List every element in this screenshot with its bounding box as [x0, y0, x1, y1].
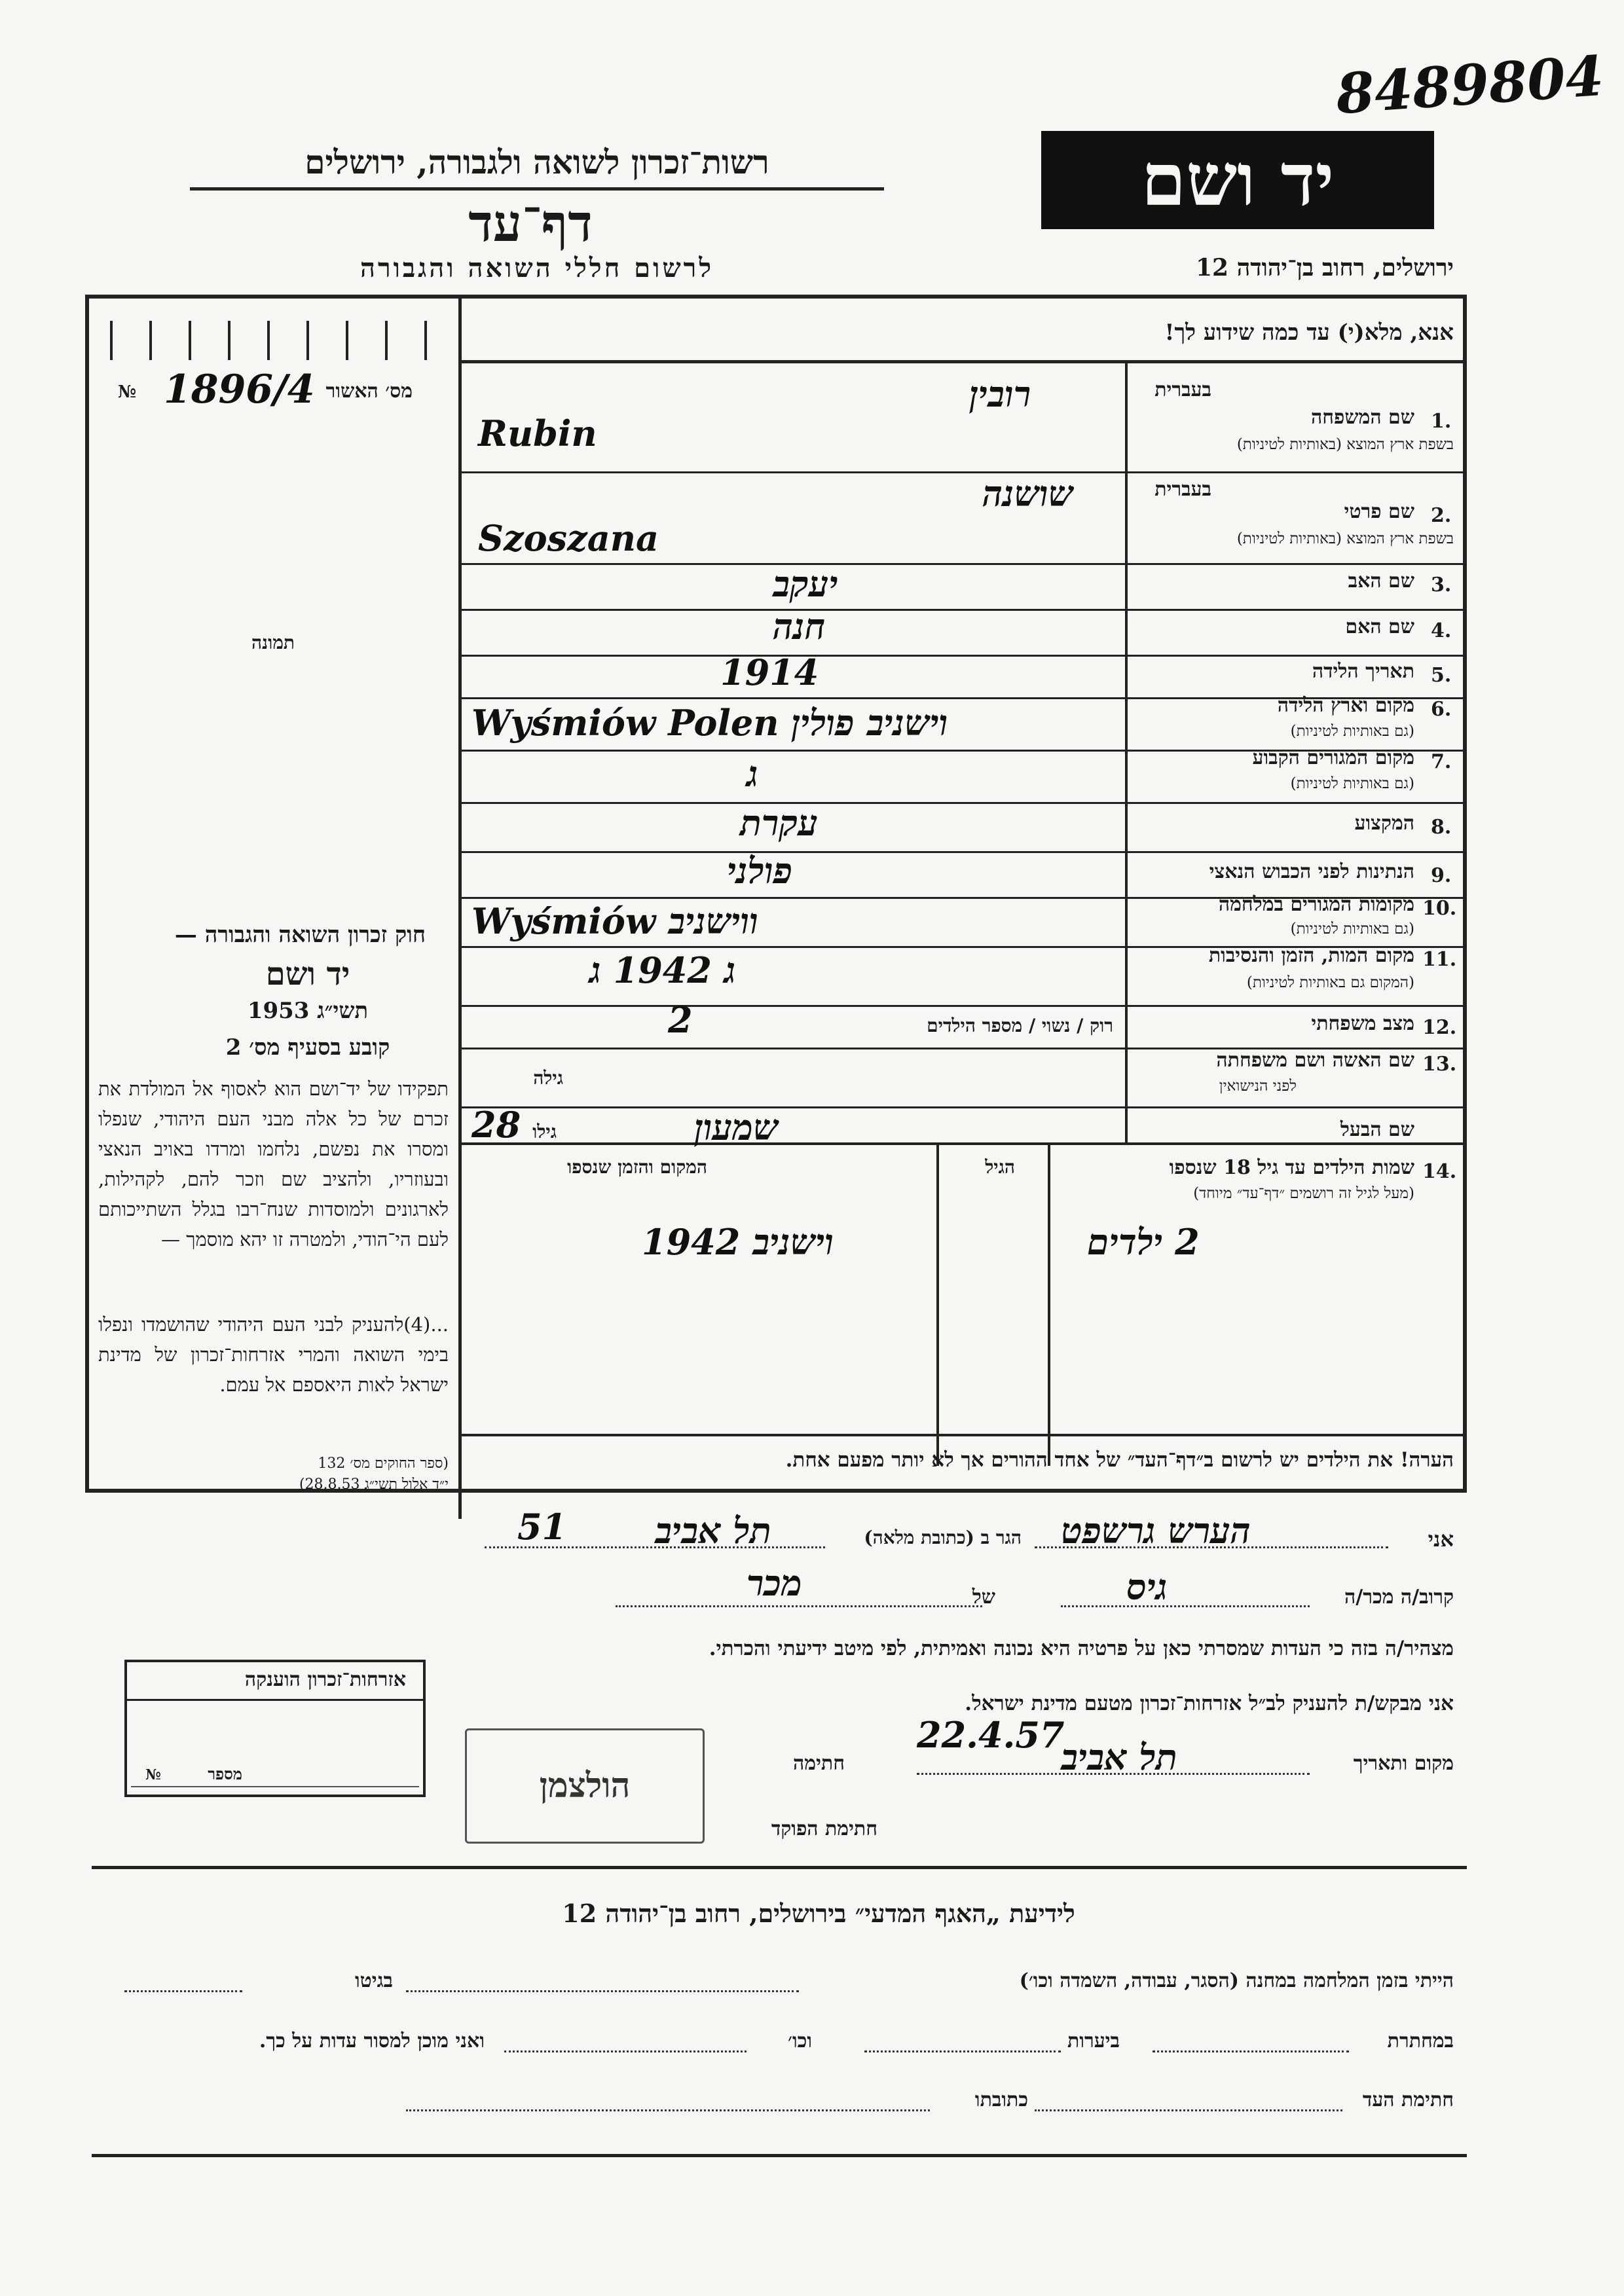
field-2-value-latin: Szoszana	[478, 517, 659, 559]
approval-ticks	[105, 321, 445, 367]
row-divider-7	[462, 802, 1467, 804]
row-divider-11	[462, 1005, 1467, 1007]
field-5-label: תאריך הלידה	[1312, 660, 1414, 683]
children-col-divider-2	[1048, 1145, 1050, 1466]
field-3-num: 3.	[1431, 574, 1452, 596]
children-place-value: וישניב 1942	[642, 1221, 834, 1263]
decl-address: תל אביב	[655, 1510, 771, 1552]
field-1-sub: בשפת ארץ המוצא (באותיות לטיניות)	[1236, 436, 1454, 453]
approval-value: 1896/4	[164, 367, 315, 412]
bottom-address-line	[406, 2109, 930, 2111]
bottom-ready-label: ואני מוכן למסור עדות על כך.	[259, 2030, 485, 2052]
field-1-lang: בעברית	[1154, 378, 1211, 401]
bottom-signature-label: חתימת העד	[1362, 2088, 1454, 2111]
field-10-num: 10.	[1422, 897, 1457, 920]
approval-label: מס׳ האשור	[325, 380, 413, 403]
bottom-top-border	[92, 1866, 1467, 1869]
field-8-value: עקרת	[740, 802, 818, 844]
yad-vashem-logo: יד ושם	[1041, 131, 1434, 229]
field-4-num: 4.	[1431, 619, 1452, 642]
bottom-bottom-border	[92, 2154, 1467, 2157]
authority-name: רשות־זכרון לשואה ולגבורה, ירושלים	[304, 143, 769, 181]
field-2-value-he: שושנה	[982, 473, 1073, 515]
law-name: יד ושם	[265, 956, 350, 993]
field-2-sub: בשפת ארץ המוצא (באותיות לטיניות)	[1236, 530, 1454, 547]
field-1-label: שם המשפחה	[1310, 406, 1414, 429]
decl-relation-value: גיס	[1126, 1566, 1168, 1608]
note-divider	[458, 1434, 1467, 1436]
law-clause: ...(4)להעניק לבני העם היהודי שהושמדו ונפלו בימי השואה והמרי אזרחות־זכרון של מדינת ישראל לאות היאספם אל עמם.	[98, 1313, 449, 1396]
field-9-label: הנתינות לפני הכבוש הנאצי	[1209, 860, 1414, 883]
row-divider-1	[462, 471, 1467, 473]
officer-stamp: הולצמן	[465, 1728, 705, 1844]
field-9-value: פולני	[727, 850, 793, 892]
decl-place-date-label: מקום ותאריך	[1353, 1752, 1454, 1775]
law-text: תפקידו של יד־ושם הוא לאסוף אל המולדת את זכרם של כל אלה מבני העם היהודי, שנפלו ומסרו את נפשם, נלחמו ומרדו באויב הנאצי ובעוזריו, ולהציב שם וזכר להם, לקהילות, לארגונים ולמוסדות שנח־רבו בגלל השתייכותם לעם הי־הודי, ולמטרה זו יהא מוסמך —	[98, 1078, 449, 1250]
field-3-value: יעקב	[773, 563, 838, 605]
field-6-label: מקום וארץ הלידה	[1277, 694, 1414, 717]
field-3-label: שם האב	[1348, 570, 1414, 592]
children-sub: (מעל לגיל זה רושמים ״דף־עד״ מיוחד)	[1193, 1185, 1414, 1202]
row-divider-3	[462, 609, 1467, 611]
field-1-value-latin: Rubin	[478, 412, 597, 454]
field-6-value: וישניב פולין Wyśmiów Polen	[471, 702, 948, 744]
bottom-etc-label: וכו׳	[788, 2030, 812, 2052]
field-10-label: מקומות המגורים במלחמה	[1218, 893, 1414, 916]
field-13-sub: לפני הנישואין	[1219, 1078, 1297, 1095]
field-13-num: 13.	[1422, 1053, 1457, 1076]
field-8-label: המקצוע	[1354, 812, 1414, 835]
field-5-value: 1914	[720, 651, 819, 693]
field-12-num: 12.	[1422, 1016, 1457, 1039]
field-13-label: שם האשה ושם משפחתה	[1216, 1049, 1414, 1072]
children-label: שמות הילדים עד גיל 18 שנספו	[1169, 1156, 1414, 1179]
husband-label: שם הבעל	[1340, 1118, 1414, 1141]
citizenship-title: אזרחות־זכרון הוענקה	[244, 1668, 406, 1691]
husband-name-value: שמעון	[694, 1106, 779, 1148]
header-underline	[190, 187, 884, 191]
children-age-header: הגיל	[985, 1156, 1015, 1178]
approval-no-mark: №	[118, 382, 137, 402]
field-8-num: 8.	[1431, 816, 1452, 839]
children-num: 14.	[1422, 1160, 1457, 1183]
children-place-header: המקום והזמן שנספו	[567, 1156, 707, 1178]
decl-relation-line	[1061, 1605, 1310, 1607]
field-11-label: מקום המות, הזמן והנסיבות	[1208, 944, 1414, 967]
decl-of: של	[972, 1586, 995, 1609]
law-section: קובע בסעיף מס׳ 2	[225, 1034, 390, 1061]
citizenship-no-line	[131, 1786, 419, 1787]
bottom-underground-line	[1153, 2050, 1349, 2052]
bottom-ghetto-line	[124, 1990, 242, 1992]
field-10-value: ווישניב Wyśmiów	[471, 900, 758, 942]
bottom-forests-line	[864, 2050, 1061, 2052]
decl-residing: הגר ב (כתובת מלאה)	[864, 1527, 1022, 1548]
law-ref-2: י״ד אלול תשי״ג 28.8.53)	[299, 1476, 449, 1493]
field-2-label: שם פרטי	[1344, 500, 1414, 523]
decl-place-value: תל אביב	[1061, 1736, 1177, 1778]
label-column-divider	[1125, 363, 1128, 1142]
row-divider-2	[462, 563, 1467, 565]
field-12-inline: רוק / נשוי / מספר הילדים	[927, 1015, 1113, 1036]
husband-age-label: גילו	[532, 1121, 557, 1142]
archive-number: 8489804	[1334, 43, 1606, 127]
decl-of-line	[616, 1605, 982, 1607]
field-4-value: חנה	[773, 606, 826, 647]
law-ref-1: (ספר החוקים מס׳ 132	[318, 1455, 449, 1472]
institution-address: ירושלים, רחוב בן־יהודה 12	[1195, 254, 1454, 282]
decl-officer-signature-label: חתימת הפוקד	[771, 1817, 877, 1840]
row-divider-14	[462, 1142, 1467, 1145]
decl-signature-label: חתימה	[793, 1752, 845, 1775]
bottom-address-label: כתובתו	[974, 2088, 1028, 2111]
bottom-forests-label: ביערות	[1067, 2030, 1120, 2052]
decl-date-value: 22.4.57	[917, 1714, 1065, 1756]
row-divider-8	[462, 851, 1467, 853]
bottom-ghetto-label: בגיטו	[354, 1969, 393, 1992]
row-divider-13	[462, 1106, 1467, 1108]
husband-age-value: 28	[471, 1104, 521, 1146]
form-subtitle: לרשום חללי השואה והגבורה	[360, 253, 714, 283]
bottom-etc-line	[504, 2050, 747, 2052]
field-13-age-label: גילה	[533, 1067, 563, 1089]
field-2-lang: בעברית	[1154, 478, 1211, 501]
decl-witness-name: הערש גרשפט	[1061, 1510, 1251, 1552]
field-11-sub: (המקום גם באותיות לטיניות)	[1246, 974, 1414, 991]
instruction: אנא, מלא(י) עד כמה שידוע לך!	[1164, 319, 1454, 346]
field-9-num: 9.	[1431, 864, 1452, 887]
field-6-sub: (גם באותיות לטיניות)	[1290, 723, 1414, 740]
field-5-num: 5.	[1431, 664, 1452, 687]
decl-statement: מצהיר/ה בזה כי העדות שמסרתי כאן על פרטיה היא נכונה ואמיתית, לפי מיטב ידיעתי והכרתי.	[709, 1637, 1454, 1660]
field-7-value: ג	[747, 753, 758, 795]
bottom-camp-line	[406, 1990, 799, 1992]
decl-relative: קרוב/ה מכר/ה	[1344, 1586, 1454, 1609]
decl-of-value: מכר	[747, 1562, 802, 1604]
field-7-label: מקום המגורים הקבוע	[1252, 746, 1414, 769]
bottom-signature-line	[1035, 2109, 1342, 2111]
field-1-num: 1.	[1431, 410, 1452, 433]
citizenship-no-label: מספר	[208, 1764, 242, 1783]
children-col-divider-1	[936, 1145, 939, 1466]
field-12-value: 2	[668, 999, 693, 1041]
photo-label: תמונה	[251, 632, 295, 653]
note: הערה! את הילדים יש לרשום ב״דף־העד״ של אחד ההורים אך לא יותר מפעם אחת.	[785, 1448, 1454, 1472]
field-10-sub: (גם באותיות לטיניות)	[1290, 920, 1414, 938]
bottom-title: לידיעת „האגף המדעי״ בירושלים, רחוב בן־יהודה 12	[562, 1899, 1075, 1928]
law-year: תשי״ג 1953	[247, 998, 369, 1024]
field-2-num: 2.	[1431, 504, 1452, 527]
bottom-camp-label: הייתי בזמן המלחמה במחנה (הסגר, עבודה, השמדה וכו׳)	[1019, 1969, 1454, 1992]
field-11-num: 11.	[1422, 948, 1457, 971]
form-title: דף־עד	[468, 194, 593, 253]
field-7-sub: (גם באותיות לטיניות)	[1290, 775, 1414, 792]
field-11-value: ג 1942 ג	[589, 949, 736, 991]
decl-request: אני מבקש/ת להעניק לב״ל אזרחות־זכרון מטעם מדינת ישראל.	[965, 1692, 1454, 1715]
row-divider-4	[462, 655, 1467, 657]
field-1-value-he: רובין	[969, 373, 1031, 415]
field-7-num: 7.	[1431, 750, 1452, 773]
decl-address-no: 51	[517, 1506, 567, 1548]
citizenship-no-mark: №	[145, 1766, 161, 1783]
law-title: חוק זכרון השואה והגבורה —	[174, 922, 426, 948]
children-names-value: 2 ילדים	[1087, 1221, 1200, 1263]
field-6-num: 6.	[1431, 698, 1452, 721]
citizenship-title-line	[124, 1699, 426, 1701]
bottom-underground-label: במחתרת	[1387, 2030, 1454, 2052]
decl-ani: אני	[1428, 1527, 1454, 1552]
field-4-label: שם האם	[1345, 615, 1414, 638]
instruction-divider	[458, 360, 1467, 363]
field-12-label: מצב משפחתי	[1311, 1012, 1414, 1035]
left-panel-divider	[458, 295, 462, 1519]
